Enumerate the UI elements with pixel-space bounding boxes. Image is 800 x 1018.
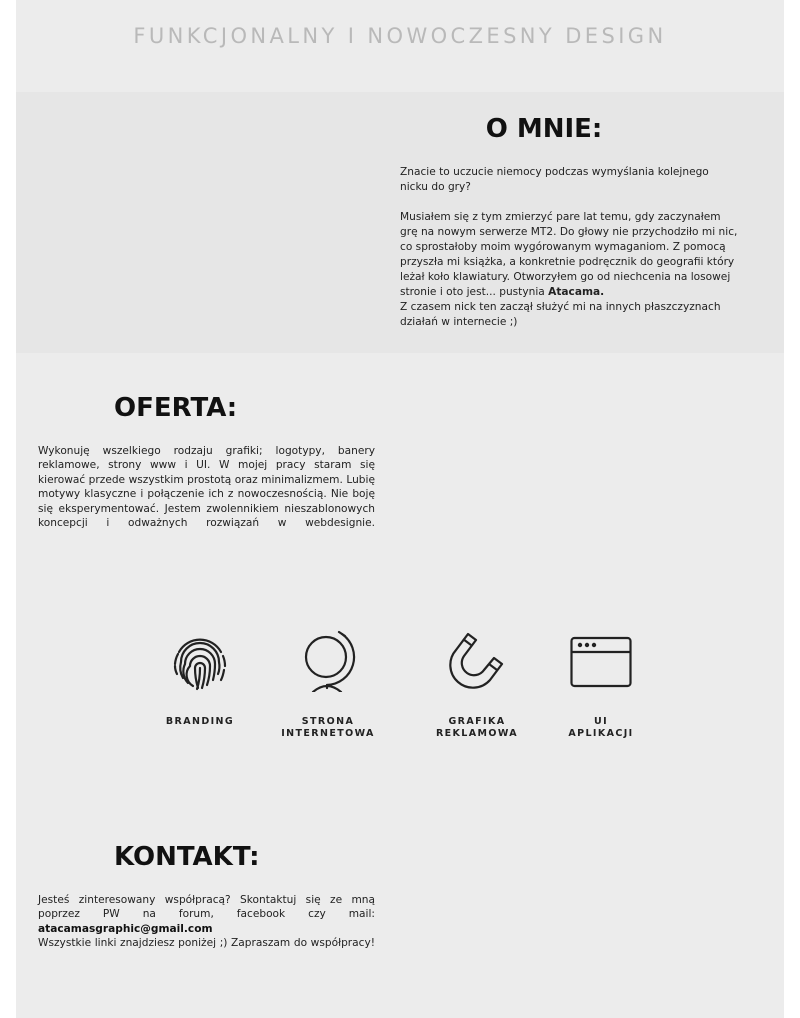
about-text bbox=[400, 165, 740, 330]
hero-section bbox=[16, 0, 784, 92]
service-label: GRAFIKA REKLAMOWA bbox=[435, 716, 519, 739]
service-label: STRONA INTERNETOWA bbox=[281, 716, 375, 739]
contact-email[interactable]: atacamasgraphic@gmail.com bbox=[38, 922, 213, 935]
about-highlight: Atacama. bbox=[548, 286, 605, 298]
service-label: BRANDING bbox=[165, 716, 235, 727]
about-paragraph-2 bbox=[400, 210, 740, 300]
about-paragraph-2-text: Musiałem się z tym zmierzyć pare lat temu, gdy zaczynałem grę na nowym serwerze MT2. Do głowy nie przychodziło mi nic, co sprostałoby moim wygórowanym wymaganiom. Z pomocą przyszła mi książka, a konkretnie podręcznik do geografii który leżał koło klawiatury. Otworzyłem go od niechcenia na losowej stronie i oto jest... pustynia bbox=[400, 211, 738, 298]
offer-text: Wykonuję wszelkiego rodzaju grafiki; logotypy, banery reklamowe, strony www i UI. W mojej pracy staram się kierować przede wszystkim prostotą oraz minimalizmem. Lubię motywy klasyczne i połączenie ich z nowoczesnością. Nie boję się eksperymentować. Jestem zwolennikiem nieszablonowych koncepcji i odważnych rozwiązań w webdesignie. bbox=[38, 445, 375, 530]
contact-outro: Wszystkie linki znajdziesz poniżej ;) Zapraszam do współpracy! bbox=[38, 937, 375, 950]
hero-tagline: FUNKCJONALNY I NOWOCZESNY DESIGN bbox=[133, 24, 667, 48]
service-branding bbox=[150, 630, 250, 728]
contact-heading: KONTAKT: bbox=[114, 842, 260, 872]
about-paragraph-3: Z czasem nick ten zaczął służyć mi na innych płaszczyznach działań w internecie ;) bbox=[400, 301, 721, 328]
about-section bbox=[16, 92, 784, 353]
browser-window-icon bbox=[551, 630, 651, 692]
about-paragraph-1: Znacie to uczucie niemocy podczas wymyślania kolejnego nicku do gry? bbox=[400, 166, 709, 193]
globe-icon bbox=[278, 630, 378, 692]
page bbox=[16, 0, 784, 1018]
contact-text bbox=[38, 893, 375, 951]
fingerprint-icon bbox=[150, 630, 250, 692]
service-ui bbox=[551, 630, 651, 740]
service-advertising bbox=[427, 630, 527, 740]
magnet-icon bbox=[427, 630, 527, 692]
service-website bbox=[278, 630, 378, 740]
about-heading: O MNIE: bbox=[485, 114, 603, 144]
contact-intro: Jesteś zinteresowany współpracą? Skontaktuj się ze mną poprzez PW na forum, facebook czy mail: bbox=[38, 894, 375, 921]
offer-heading: OFERTA: bbox=[114, 393, 238, 423]
service-label: UI APLIKACJI bbox=[568, 716, 634, 739]
